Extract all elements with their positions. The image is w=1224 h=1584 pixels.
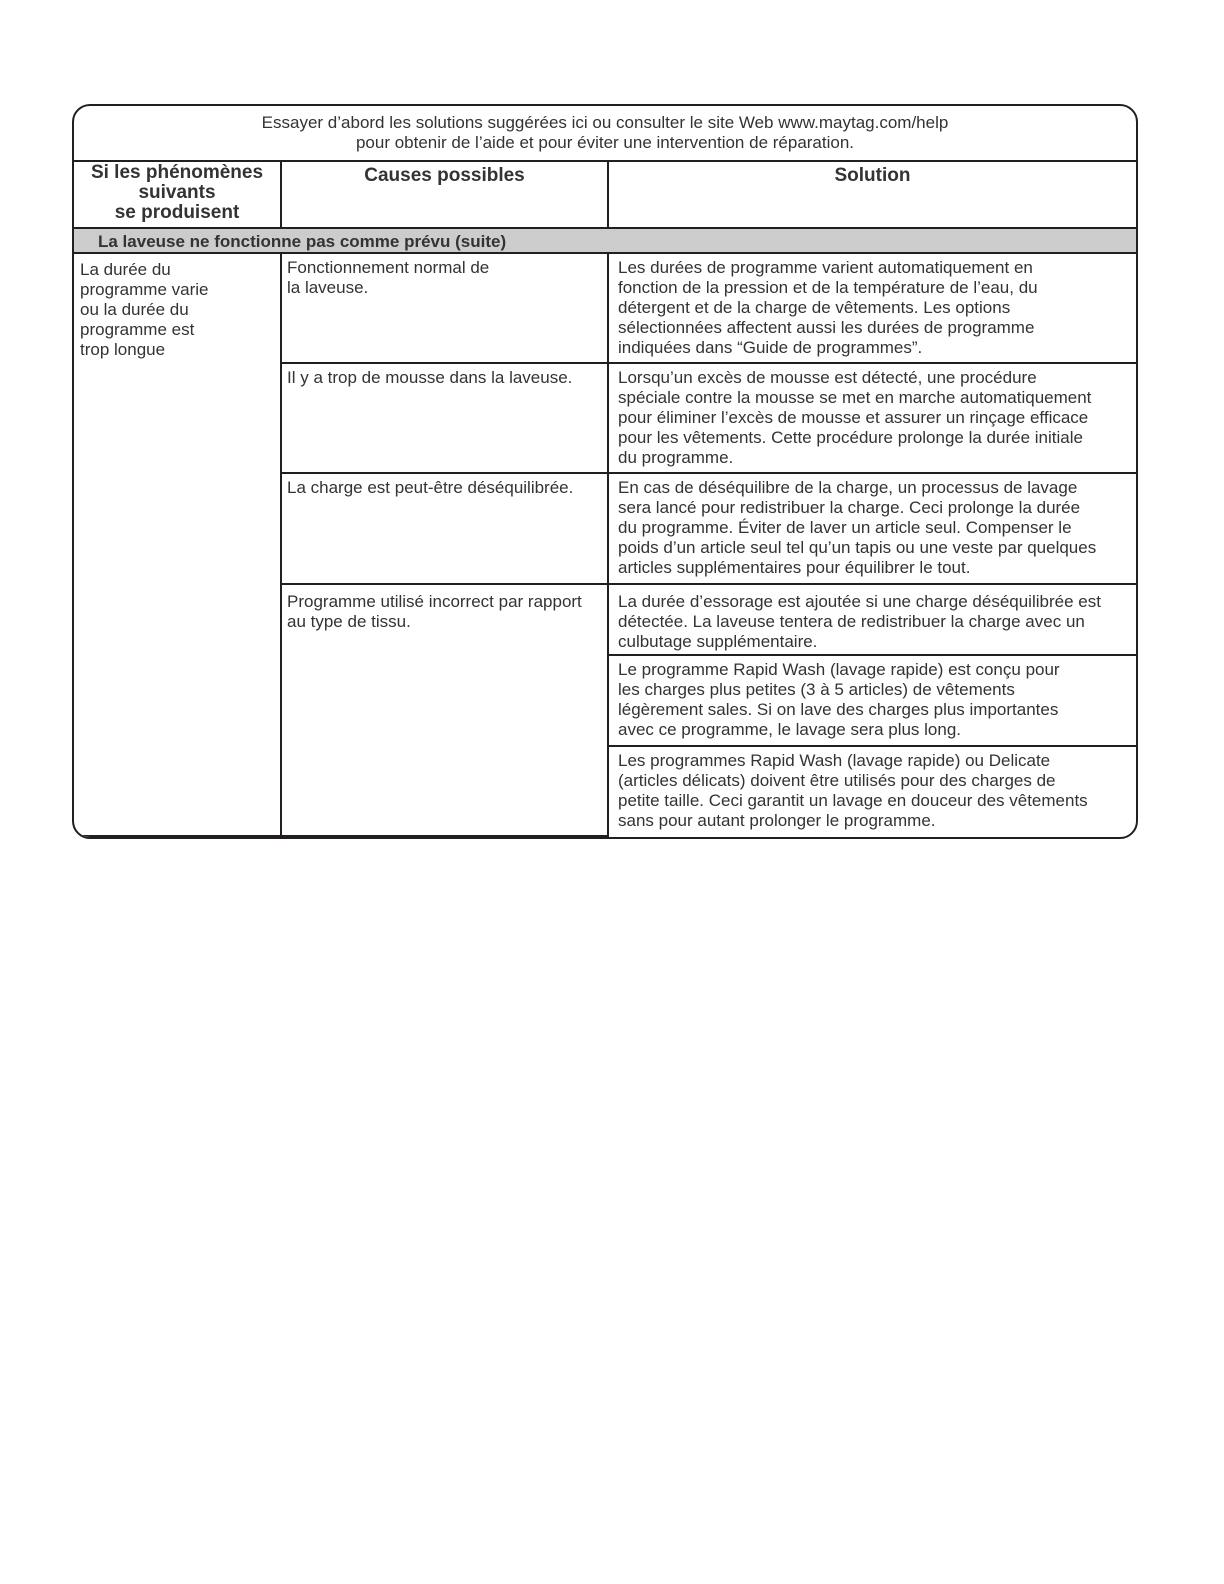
intro-note bbox=[74, 106, 1136, 162]
cause-cell: La charge est peut-être déséquilibrée. bbox=[281, 473, 608, 584]
intro-line-1: Essayer d’abord les solutions suggérées ici ou consulter le site Web www.maytag.com/help bbox=[261, 113, 949, 132]
solution-cell: Lorsqu’un excès de mousse est détecté, une procédure spéciale contre la mousse se met en marche automatiquement pour éliminer l’excès de mousse et assurer un rinçage efficace pour les vêtements. Cette procédure prolonge la durée initiale du programme. bbox=[608, 363, 1136, 473]
symptom-cell: La durée du programme varie ou la durée du programme est trop longue bbox=[74, 253, 281, 836]
solution-cell: Le programme Rapid Wash (lavage rapide) est conçu pour les charges plus petites (3 à 5 articles) de vêtements légèrement sales. Si on lave des charges plus importantes avec ce programme, le lavage sera plus long. bbox=[608, 655, 1136, 746]
section-row bbox=[74, 228, 1136, 253]
solution-cell: La durée d’essorage est ajoutée si une charge déséquilibrée est détectée. La laveuse tentera de redistribuer la charge avec un culbutage supplémentaire. bbox=[608, 584, 1136, 655]
troubleshooting-table-frame bbox=[72, 104, 1138, 839]
header-causes: Causes possibles bbox=[281, 162, 608, 228]
solution-cell: En cas de déséquilibre de la charge, un processus de lavage sera lancé pour redistribuer la charge. Ceci prolonge la durée du programme. Éviter de laver un article seul. Compenser le poids d’un article seul tel qu’un tapis ou une veste par quelques articles supplémentaires pour équilibrer le tout. bbox=[608, 473, 1136, 584]
solution-cell: Les programmes Rapid Wash (lavage rapide) ou Delicate (articles délicats) doivent être utilisés pour des charges de petite taille. Ceci garantit un lavage en douceur des vêtements sans pour autant prolonger le programme. bbox=[608, 746, 1136, 836]
cause-cell: Fonctionnement normal de la laveuse. bbox=[281, 253, 608, 363]
cause-cell: Programme utilisé incorrect par rapport au type de tissu. bbox=[281, 584, 608, 836]
header-solution: Solution bbox=[608, 162, 1136, 228]
header-symptom: Si les phénomènes suivants se produisent bbox=[74, 162, 281, 228]
troubleshooting-table bbox=[74, 162, 1136, 837]
intro-line-2: pour obtenir de l’aide et pour éviter une intervention de réparation. bbox=[355, 133, 855, 152]
header-row bbox=[74, 162, 1136, 228]
table-row bbox=[74, 253, 1136, 363]
cause-cell: Il y a trop de mousse dans la laveuse. bbox=[281, 363, 608, 473]
section-title: La laveuse ne fonctionne pas comme prévu (suite) bbox=[74, 228, 1136, 253]
solution-cell: Les durées de programme varient automatiquement en fonction de la pression et de la température de l’eau, du détergent et de la charge de vêtements. Les options sélectionnées affectent aussi les durées de programme indiquées dans “Guide de programmes”. bbox=[608, 253, 1136, 363]
